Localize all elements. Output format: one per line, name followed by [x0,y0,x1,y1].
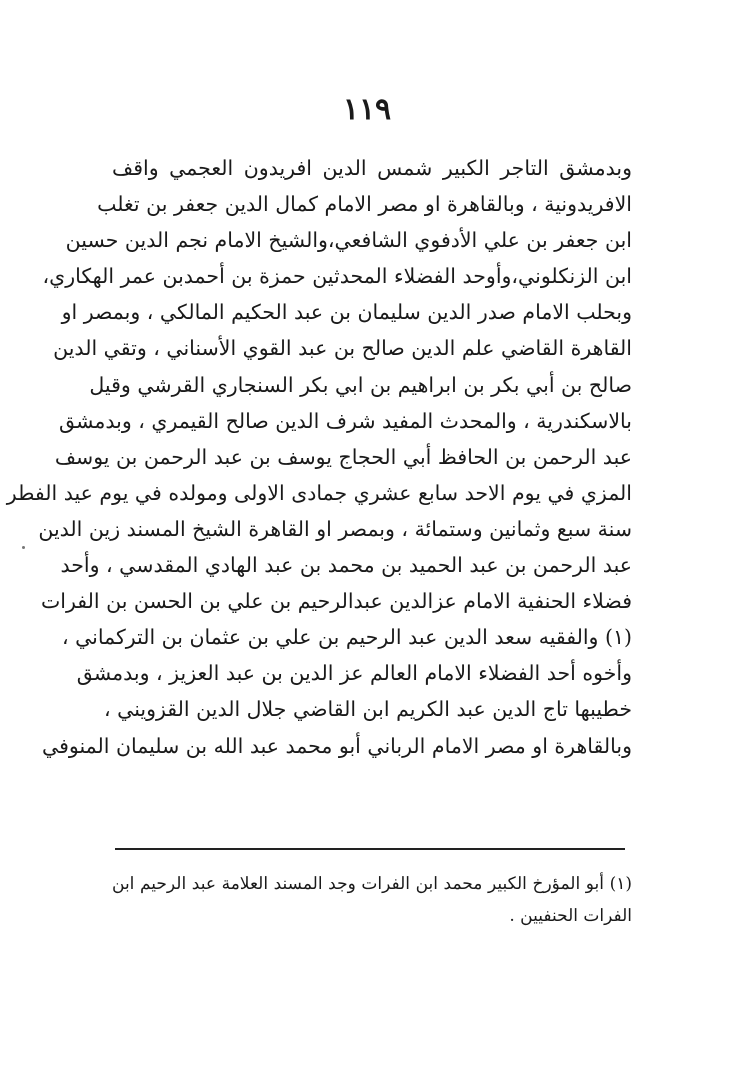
text-line: عبد الرحمن بن الحافظ أبي الحجاج يوسف بن عبد الرحمن بن يوسف [54,444,632,469]
footnote-line: الفرات الحنفيين . [509,906,632,926]
page-number: ١١٩ [342,92,392,127]
text-line: وبالقاهرة او مصر الامام الرباني أبو محمد عبد الله بن سليمان المنوفي [41,733,632,758]
text-line: الافريدونية ، وبالقاهرة او مصر الامام كمال الدين جعفر بن تغلب [97,192,632,217]
text-line: صالح بن أبي بكر بن ابراهيم بن ابي بكر السنجاري القرشي وقيل [89,372,632,397]
text-line: المزي في يوم الاحد سابع عشري جمادى الاولى ومولده في يوم عيد الفطر [6,480,632,505]
footnote-block [112,868,632,932]
main-text-block [6,150,632,764]
footnote-line: (١) أبو المؤرخ الكبير محمد ابن الفرات وجد المسند العلامة عبد الرحيم ابن [112,874,632,894]
text-line: ابن جعفر بن علي الأدفوي الشافعي،والشيخ الامام نجم الدين حسين [65,228,632,253]
text-line: بالاسكندرية ، والمحدث المفيد شرف الدين صالح القيمري ، وبدمشق [59,408,632,433]
text-line: (١) والفقيه سعد الدين عبد الرحيم بن علي بن عثمان بن التركماني ، [61,625,632,650]
text-line: خطيبها تاج الدين عبد الكريم ابن القاضي جلال الدين القزويني ، [103,697,632,722]
text-line: فضلاء الحنفية الامام عزالدين عبدالرحيم بن علي بن الحسن بن الفرات [40,589,632,614]
text-line: القاهرة القاضي علم الدين صالح بن عبد القوي الأسناني ، وتقي الدين [53,336,632,361]
text-line: وبدمشق التاجر الكبير شمس الدين افريدون العجمي واقف [112,156,632,180]
text-line: ابن الزنكلوني،وأوحد الفضلاء المحدثين حمزة بن أحمدبن عمر الهكاري، [42,264,632,289]
text-line: وبحلب الامام صدر الدين سليمان بن عبد الحكيم المالكي ، وبمصر او [61,300,632,325]
footnote-divider [115,848,625,850]
text-line: وأخوه أحد الفضلاء الامام العالم عز الدين بن عبد العزيز ، وبدمشق [76,661,632,686]
margin-speck [22,546,25,549]
text-line: عبد الرحمن بن عبد الحميد بن محمد بن عبد الهادي المقدسي ، وأحد [60,553,632,578]
text-line: سنة سبع وثمانين وستمائة ، وبمصر او القاهرة الشيخ المسند زين الدين [38,516,632,541]
